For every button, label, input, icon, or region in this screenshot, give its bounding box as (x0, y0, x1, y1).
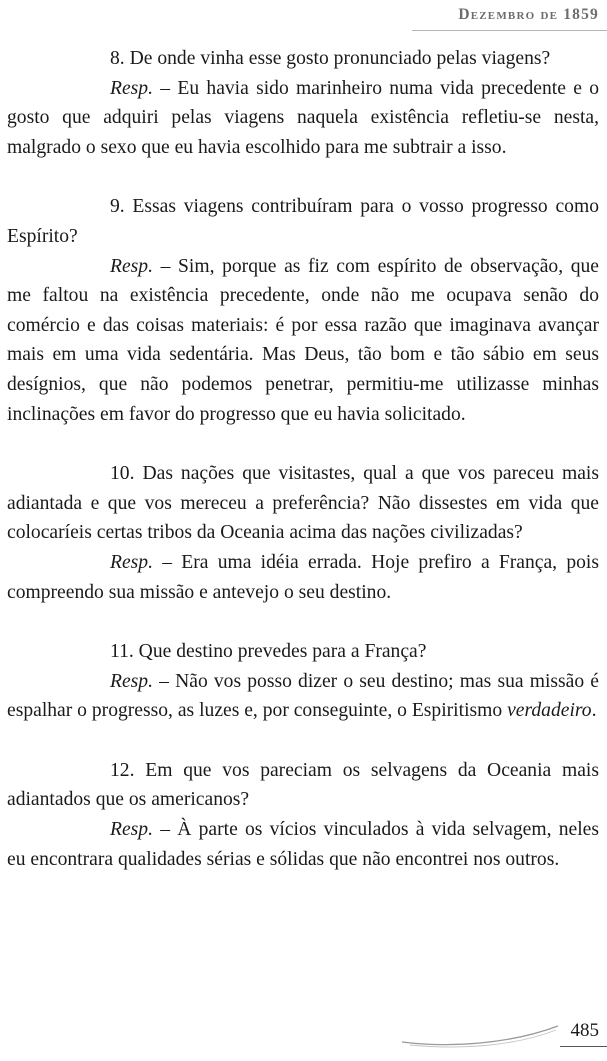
question-9: 9. Essas viagens contribuíram para o vosso progresso como Espírito? (7, 196, 599, 247)
answer-text: – Não vos posso dizer o seu destino; mas sua missão é espalhar o progresso, as luzes e, por conseguinte, o Espiritismo (7, 670, 599, 722)
answer-text: – Era uma idéia errada. Hoje prefiro a França, pois compreendo sua missão e antevejo o seu destino. (7, 551, 599, 603)
page-number: 485 (570, 1020, 599, 1041)
resp-label: Resp. (110, 255, 153, 277)
question-12: 12. Em que vos pareciam os selvagens da Oceania mais adiantados que os americanos? (7, 759, 599, 811)
answer-text: – Eu havia sido marinheiro numa vida precedente e o gosto que adquiri pelas viagens naquela existência refletiu-se nesta, malgrado o sexo que eu havia escolhido para me subtrair a isso. (7, 77, 599, 158)
answer-emphasis: verdadeiro (507, 700, 592, 722)
resp-label: Resp. (110, 77, 153, 99)
footer-rule (560, 1046, 607, 1047)
footer-swoosh-ornament (400, 1018, 560, 1048)
answer-11 (7, 667, 599, 726)
question-11: 11. Que destino prevedes para a França? (110, 641, 427, 663)
answer-end: . (591, 700, 597, 722)
header-rule (412, 30, 607, 31)
answer-text: – À parte os vícios vinculados à vida selvagem, neles eu encontrara qualidades sérias e sólidas que não encontrei nos outros. (7, 819, 599, 870)
resp-label: Resp. (110, 670, 153, 692)
answer-text: – Sim, porque as fiz com espírito de observação, que me faltou na existência precedente, onde não me ocupava senão do comércio e das coisas materiais: é por essa razão que imaginava avançar mais em uma vida sedentária. Mas Deus, tão bom e tão sábio em seus desígnios, que não podemos penetrar, permitiu-me utilizasse minhas inclinações em favor do progresso que eu havia solicitado. (7, 255, 599, 425)
answer-12 (7, 815, 599, 874)
answer-8 (7, 74, 599, 163)
resp-label: Resp. (110, 551, 153, 573)
answer-9 (7, 252, 599, 430)
document-body (7, 44, 599, 874)
question-10: 10. Das nações que visitastes, qual a que vos pareceu mais adiantada e que vos mereceu a preferência? Não dissestes em vida que colocaríeis certas tribos da Oceania acima das nações civilizadas? (7, 463, 599, 544)
resp-label: Resp. (110, 819, 153, 841)
question-8: 8. De onde vinha esse gosto pronunciado pelas viagens? (110, 48, 551, 69)
running-header: Dezembro de 1859 (458, 6, 599, 23)
answer-10 (7, 548, 599, 607)
